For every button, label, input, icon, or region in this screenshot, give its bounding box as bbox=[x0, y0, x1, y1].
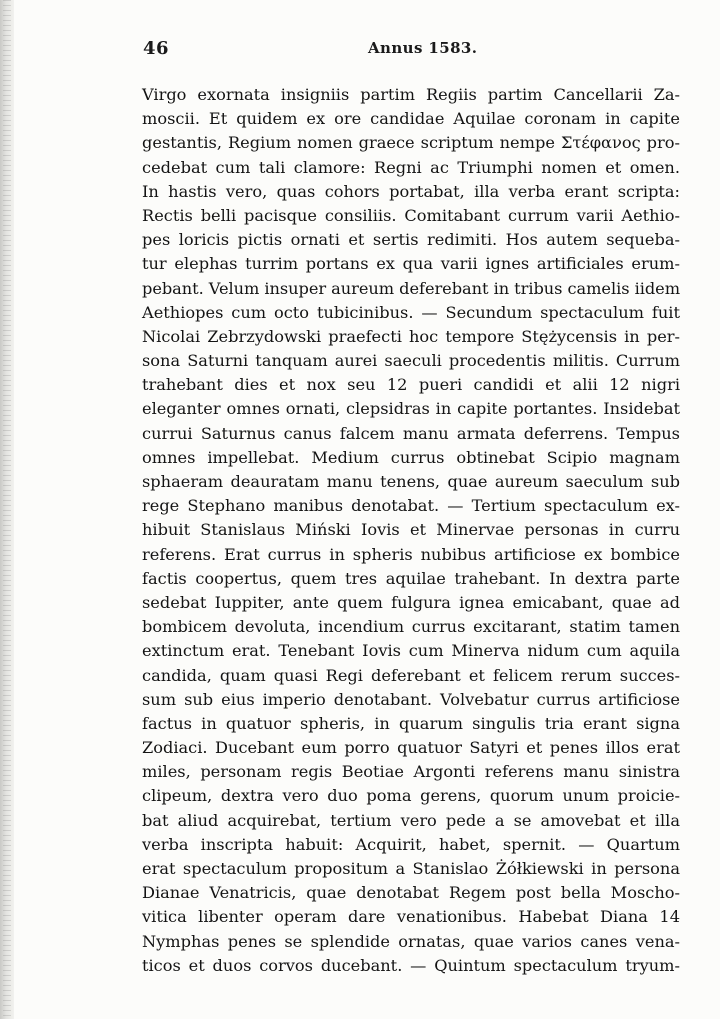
text-line: sedebat Iuppiter, ante quem fulgura ignea emicabant, quae ad bbox=[142, 592, 680, 612]
text-line: hibuit Stanislaus Miński Iovis et Minervae personas in curru bbox=[142, 520, 680, 540]
text-line: trahebant dies et nox seu 12 pueri candidi et alii 12 nigri bbox=[142, 375, 680, 395]
text-line: sum sub eius imperio denotabant. Volvebatur currus artificiose bbox=[142, 689, 680, 709]
text-line: verba inscripta habuit: Acquirit, habet, spernit. — Quartum bbox=[142, 834, 680, 854]
text-line: Nicolai Zebrzydowski praefecti hoc tempore Stężycensis in per- bbox=[142, 326, 680, 346]
text-line: currui Saturnus canus falcem manu armata deferrens. Tempus bbox=[142, 423, 680, 443]
running-head: Annus 1583. bbox=[368, 39, 478, 57]
text-line: Aethiopes cum octo tubicinibus. — Secundum spectaculum fuit bbox=[142, 302, 680, 322]
text-line: sphaeram deauratam manu tenens, quae aureum saeculum sub bbox=[142, 472, 680, 491]
book-spine-shadow bbox=[0, 0, 14, 1019]
text-line: ticos et duos corvos ducebant. — Quintum spectaculum tryum- bbox=[142, 955, 680, 975]
text-line: clipeum, dextra vero duo poma gerens, quorum unum proicie- bbox=[142, 786, 680, 806]
text-line: Nymphas penes se splendide ornatas, quae varios canes vena- bbox=[142, 931, 680, 951]
page-header bbox=[143, 38, 678, 62]
text-line: Virgo exornata insigniis partim Regiis partim Cancellarii Za- bbox=[142, 85, 680, 104]
spine-texture bbox=[3, 0, 11, 1019]
text-line: sona Saturni tanquam aurei saeculi procedentis militis. Currum bbox=[142, 351, 680, 371]
text-line: candida, quam quasi Regi deferebant et felicem rerum succes- bbox=[142, 665, 680, 685]
text-line: moscii. Et quidem ex ore candidae Aquilae coronam in capite bbox=[142, 109, 680, 129]
body-text bbox=[142, 83, 680, 978]
page-number: 46 bbox=[143, 38, 170, 59]
text-line: factis coopertus, quem tres aquilae trahebant. In dextra parte bbox=[142, 568, 680, 588]
text-line: vitica libenter operam dare venationibus. Habebat Diana 14 bbox=[142, 907, 680, 927]
text-line: referens. Erat currus in spheris nubibus artificiose ex bombice bbox=[142, 544, 680, 564]
text-line: cedebat cum tali clamore: Regni ac Triumphi nomen et omen. bbox=[142, 157, 680, 177]
text-line: factus in quatuor spheris, in quarum singulis tria erant signa bbox=[142, 713, 680, 733]
text-line: Rectis belli pacisque consiliis. Comitabant currum varii Aethio- bbox=[142, 205, 680, 225]
text-line: eleganter omnes ornati, clepsidras in capite portantes. Insidebat bbox=[142, 399, 680, 419]
text-line: miles, personam regis Beotiae Argonti referens manu sinistra bbox=[142, 762, 680, 782]
text-line: tur elephas turrim portans ex qua varii ignes artificiales erum- bbox=[142, 254, 680, 274]
text-line: Dianae Venatricis, quae denotabat Regem post bella Moscho- bbox=[142, 883, 680, 903]
text-line: bat aliud acquirebat, tertium vero pede a se amovebat et illa bbox=[142, 810, 680, 830]
text-line: In hastis vero, quas cohors portabat, illa verba erant scripta: bbox=[142, 181, 680, 201]
text-line: bombicem devoluta, incendium currus excitarant, statim tamen bbox=[142, 617, 680, 637]
text-line: pes loricis pictis ornati et sertis redimiti. Hos autem sequeba- bbox=[142, 230, 680, 250]
text-line: gestantis, Regium nomen graece scriptum nempe Στέφανος pro- bbox=[142, 133, 680, 153]
text-line: Zodiaci. Ducebant eum porro quatuor Satyri et penes illos erat bbox=[142, 738, 680, 758]
text-line: erat spectaculum propositum a Stanislao Żółkiewski in persona bbox=[142, 859, 680, 878]
text-line: rege Stephano manibus denotabat. — Tertium spectaculum ex- bbox=[142, 496, 680, 516]
text-line: extinctum erat. Tenebant Iovis cum Minerva nidum cum aquila bbox=[142, 641, 680, 661]
text-line: pebant. Velum insuper aureum deferebant in tribus camelis iidem bbox=[142, 278, 680, 298]
text-line: omnes impellebat. Medium currus obtinebat Scipio magnam bbox=[142, 447, 680, 467]
